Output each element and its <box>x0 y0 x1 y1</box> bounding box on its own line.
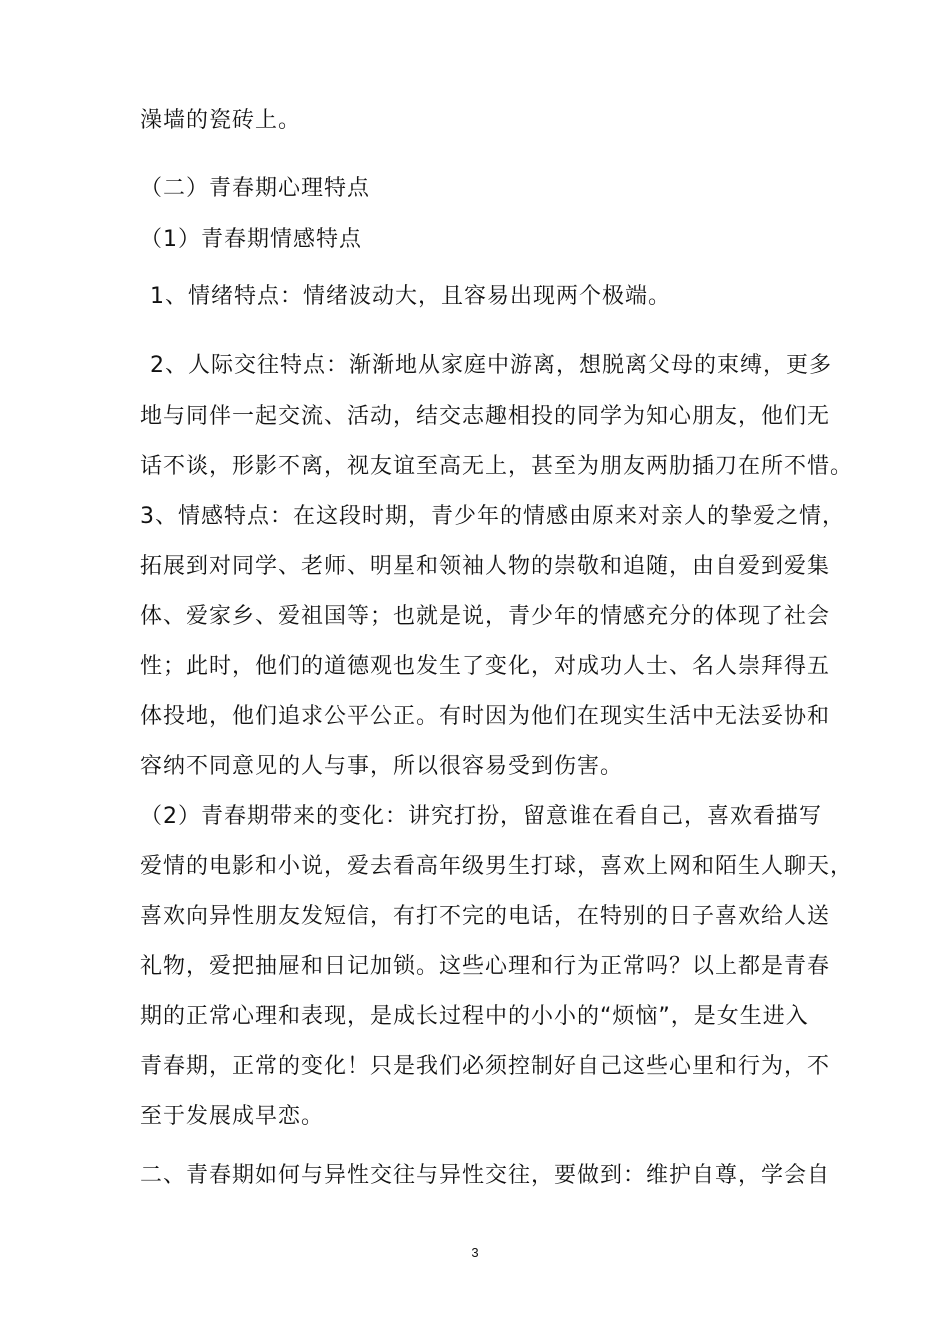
text-line: 2、人际交往特点：渐渐地从家庭中游离，想脱离父母的束缚，更多 <box>150 353 832 378</box>
text-line: 体、爱家乡、爱祖国等；也就是说，青少年的情感充分的体现了社会 <box>140 604 831 629</box>
text-line: 青春期，正常的变化！只是我们必须控制好自己这些心里和行为，不 <box>140 1054 831 1079</box>
text-line: 容纳不同意见的人与事，所以很容易受到伤害。 <box>140 754 624 779</box>
text-line: 喜欢向异性朋友发短信，有打不完的电话，在特别的日子喜欢给人送 <box>140 904 831 929</box>
section-heading: 二、青春期如何与异性交往与异性交往，要做到：维护自尊，学会自 <box>140 1163 831 1188</box>
text-line: 礼物，爱把抽屉和日记加锁。这些心理和行为正常吗？以上都是青春 <box>140 954 831 979</box>
text-line: 3、情感特点：在这段时期，青少年的情感由原来对亲人的挚爱之情， <box>140 504 845 529</box>
section-heading: （二）青春期心理特点 <box>140 176 371 201</box>
text-line: 至于发展成早恋。 <box>140 1104 325 1129</box>
text-line: 体投地，他们追求公平公正。有时因为他们在现实生活中无法妥协和 <box>140 704 831 729</box>
text-line: 拓展到对同学、老师、明星和领袖人物的崇敬和追随，由自爱到爱集 <box>140 554 831 579</box>
text-line: 爱情的电影和小说，爱去看高年级男生打球，喜欢上网和陌生人聊天， <box>140 854 854 879</box>
text-line: 地与同伴一起交流、活动，结交志趣相投的同学为知心朋友，他们无 <box>140 404 831 429</box>
text-line: 性；此时，他们的道德观也发生了变化，对成功人士、名人崇拜得五 <box>140 654 831 679</box>
text-line: 期的正常心理和表现，是成长过程中的小小的“烦恼”，是女生进入 <box>140 1004 809 1029</box>
page-number: 3 <box>471 1245 479 1260</box>
text-line: 澡墙的瓷砖上。 <box>140 108 302 133</box>
text-line: （2）青春期带来的变化：讲究打扮，留意谁在看自己，喜欢看描写 <box>140 804 822 829</box>
text-line: 1、情绪特点：情绪波动大，且容易出现两个极端。 <box>150 284 671 309</box>
text-line: 话不谈，形影不离，视友谊至高无上，甚至为朋友两肋插刀在所不惜。 <box>140 454 854 479</box>
subsection-heading: （1）青春期情感特点 <box>140 227 362 252</box>
